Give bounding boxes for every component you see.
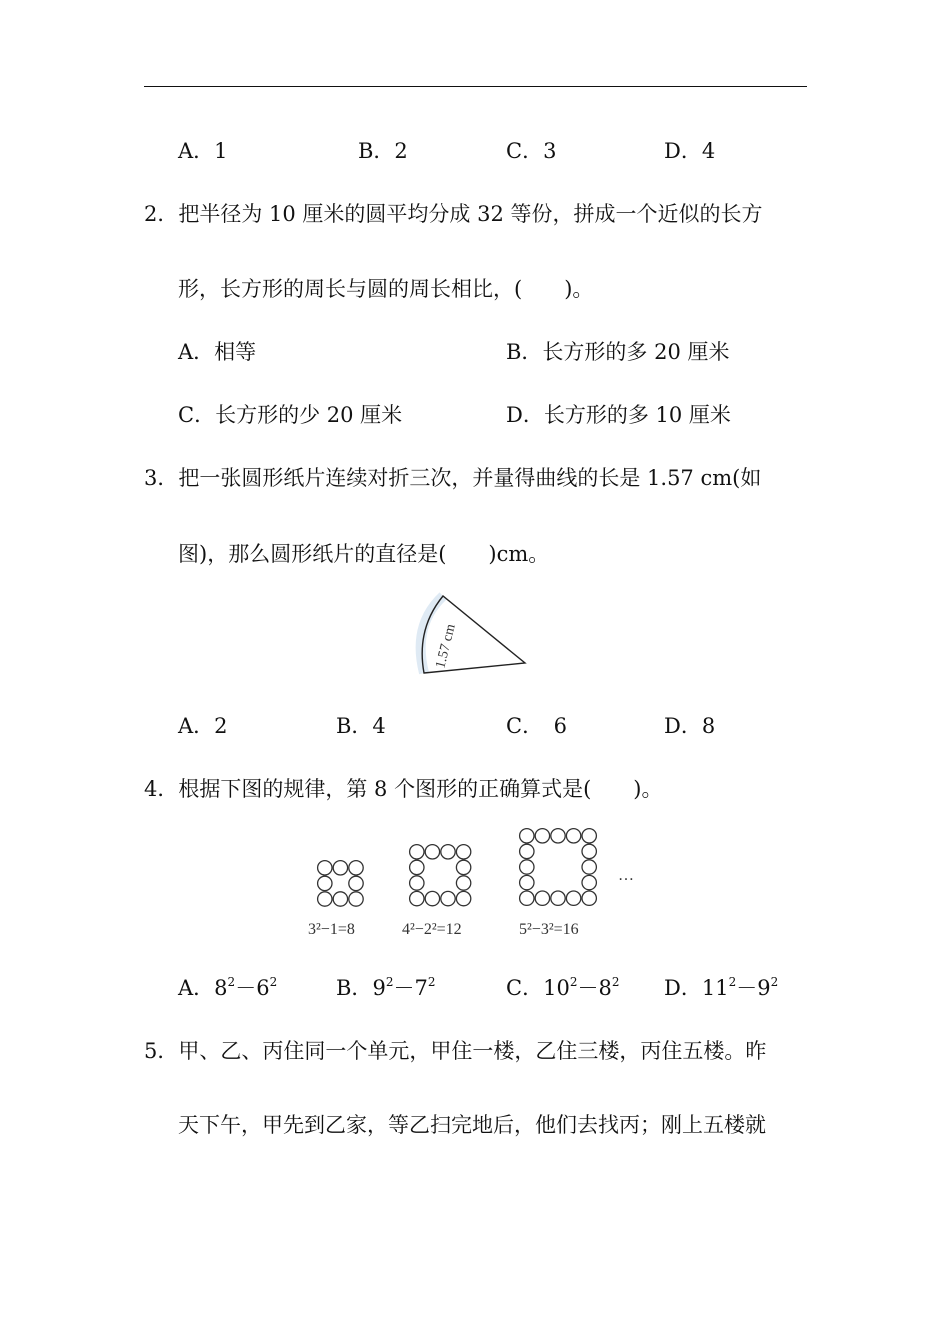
q2-option-d[interactable]: D．长方形的多 10 厘米 (506, 403, 731, 427)
pattern-figure-1 (318, 861, 364, 907)
q1-option-c[interactable]: C．3 (506, 139, 557, 163)
pattern-circle (456, 845, 470, 859)
arc-length-label: 1.57 cm (433, 622, 459, 670)
pattern-figure-3 (520, 829, 597, 906)
caption-figure-2: 4²−2²=12 (402, 921, 462, 938)
q2-text-line1: 2．把半径为 10 厘米的圆平均分成 32 等份，拼成一个近似的长方 (144, 202, 763, 226)
pattern-circle (318, 861, 332, 875)
q2-option-a[interactable]: A．相等 (178, 340, 257, 364)
pattern-circle (566, 891, 580, 905)
pattern-circle (410, 845, 424, 859)
q2-option-b[interactable]: B．长方形的多 20 厘米 (506, 340, 730, 364)
pattern-circle (456, 860, 470, 874)
pattern-circle (425, 891, 439, 905)
pattern-circle (582, 875, 596, 889)
q5-text-line1: 5．甲、乙、丙住同一个单元，甲住一楼，乙住三楼，丙住五楼。昨 (144, 1039, 767, 1063)
q1-option-d[interactable]: D．4 (664, 139, 716, 163)
q3-option-d[interactable]: D．8 (664, 714, 716, 738)
pattern-circle (349, 861, 363, 875)
q1-option-b[interactable]: B．2 (358, 139, 408, 163)
circle-pattern-figure (300, 822, 660, 944)
pattern-circle (582, 860, 596, 874)
q4-option-d[interactable]: D．$11^2-9^2$ (664, 975, 779, 1000)
caption-figure-3: 5²−3²=16 (519, 921, 579, 938)
q1-option-a[interactable]: A．1 (178, 139, 228, 163)
pattern-circle (349, 892, 363, 906)
q2-text-line2: 形，长方形的周长与圆的周长相比，( )。 (178, 277, 594, 301)
pattern-circle (441, 845, 455, 859)
pattern-circle (456, 891, 470, 905)
folded-paper-figure (410, 585, 540, 685)
pattern-circle (456, 876, 470, 890)
pattern-circle (520, 829, 534, 843)
pattern-circle (520, 844, 534, 858)
pattern-figure-2 (410, 845, 471, 906)
pattern-circle (425, 845, 439, 859)
q2-option-c[interactable]: C．长方形的少 20 厘米 (178, 403, 403, 427)
q4-option-c[interactable]: C．$10^2-8^2$ (506, 975, 620, 1000)
q3-text-line2: 图)，那么圆形纸片的直径是( )cm。 (178, 542, 550, 566)
header-rule (144, 86, 807, 87)
ellipsis: … (618, 867, 634, 884)
q3-option-b[interactable]: B．4 (336, 714, 386, 738)
pattern-circle (410, 876, 424, 890)
pattern-circle (441, 891, 455, 905)
pattern-circle (582, 829, 596, 843)
pattern-circle (333, 892, 347, 906)
pattern-circle (410, 891, 424, 905)
pattern-circle (410, 860, 424, 874)
q3-text-line1: 3．把一张圆形纸片连续对折三次，并量得曲线的长是 1.57 cm(如 (144, 466, 762, 490)
pattern-circle (566, 829, 580, 843)
caption-figure-1: 3²−1=8 (308, 921, 355, 938)
pattern-circle (535, 829, 549, 843)
q4-text: 4．根据下图的规律，第 8 个图形的正确算式是( )。 (144, 777, 663, 801)
pattern-circle (520, 891, 534, 905)
pattern-circle (349, 876, 363, 890)
q4-option-a[interactable]: A．$8^2-6^2$ (178, 975, 278, 1000)
pattern-circle (551, 891, 565, 905)
pattern-circle (318, 892, 332, 906)
q4-option-b[interactable]: B．$9^2-7^2$ (336, 975, 436, 1000)
pattern-circle (520, 860, 534, 874)
pattern-circle (582, 891, 596, 905)
pattern-circle (333, 861, 347, 875)
q3-option-c[interactable]: C． 6 (506, 714, 567, 738)
pattern-circle (318, 876, 332, 890)
pattern-circle (520, 875, 534, 889)
pattern-circle (535, 891, 549, 905)
q5-text-line2: 天下午，甲先到乙家，等乙扫完地后，他们去找丙；刚上五楼就 (178, 1113, 766, 1137)
pattern-circle (582, 844, 596, 858)
q3-option-a[interactable]: A．2 (178, 714, 228, 738)
pattern-circle (551, 829, 565, 843)
